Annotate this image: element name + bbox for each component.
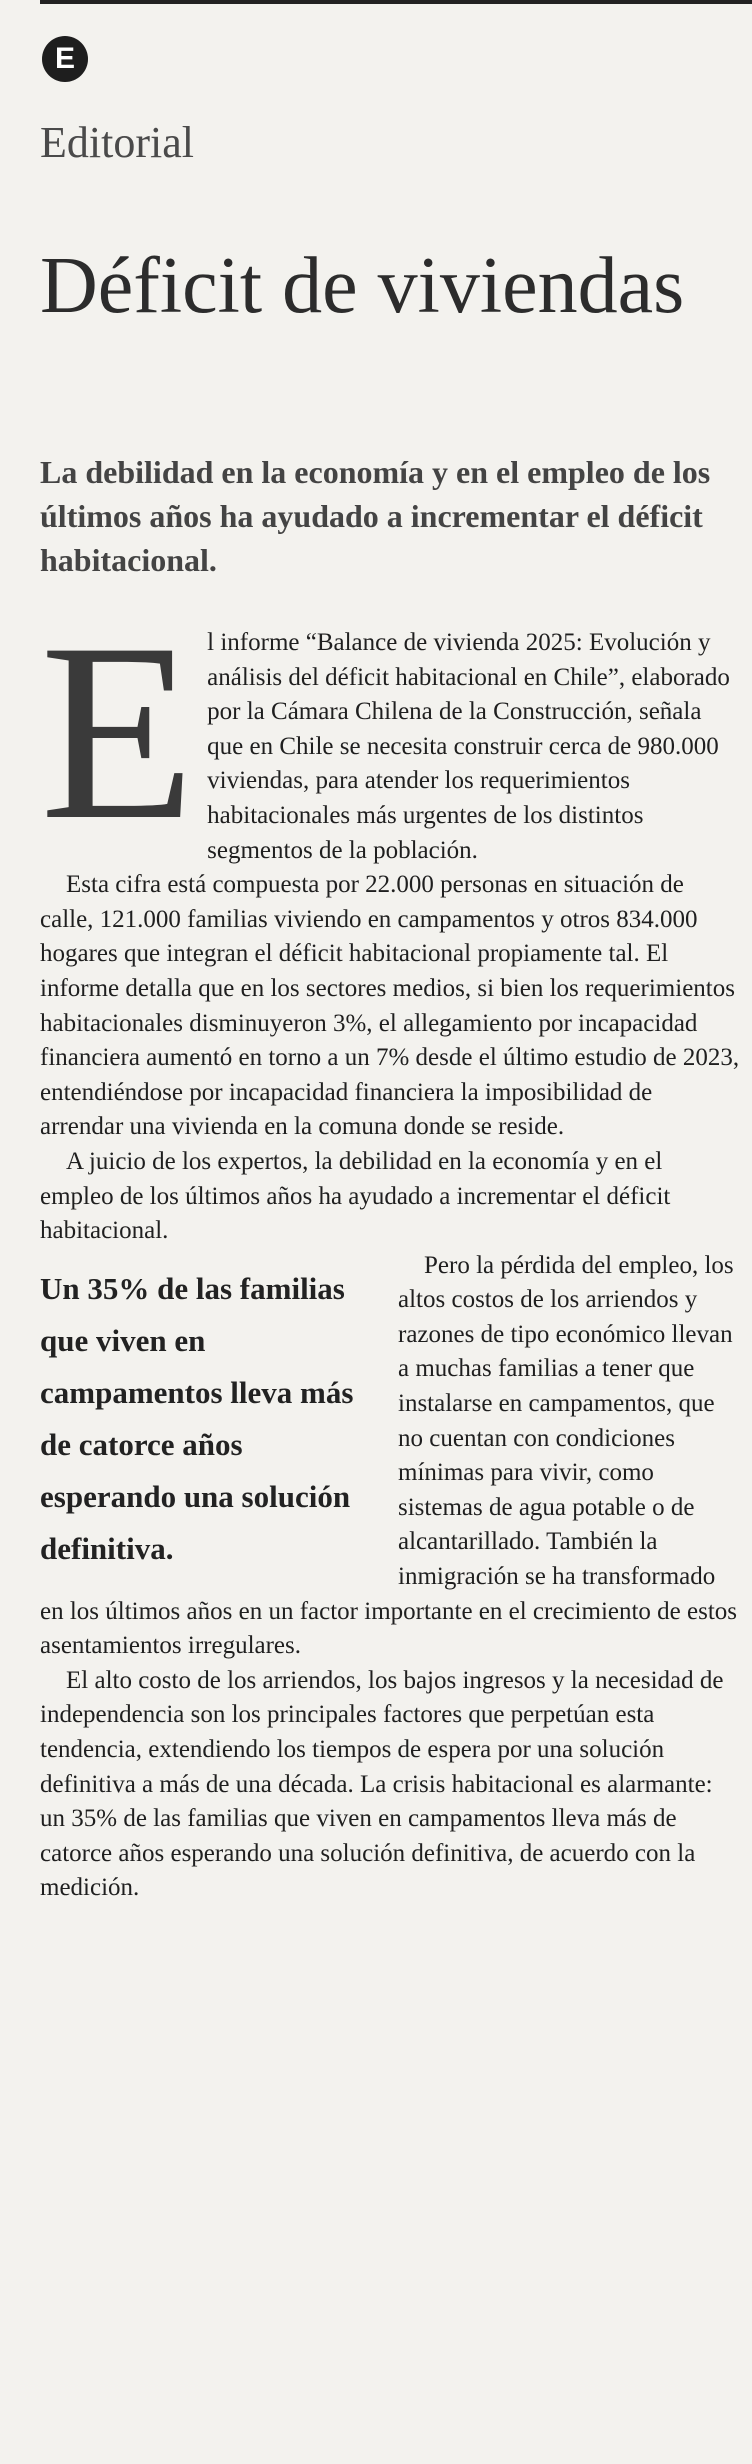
section-badge: E [42, 36, 88, 82]
paragraph-3 [40, 1145, 740, 1249]
headline: Déficit de viviendas [40, 242, 685, 330]
drop-cap: E [40, 591, 196, 872]
pull-quote: Un 35% de las familias que viven en campamentos lleva más de catorce años esperando una solución definitiva. [40, 1270, 354, 1566]
paragraph-5: El alto costo de los arriendos, los bajos ingresos y la necesidad de independencia son los principales factores que perpetúan esta tendencia, extendiendo los tiempos de espera por una solución definitiva a más de una década. La crisis habitacional es alarmante: un 35% de las familias que viven en campamentos lleva más de catorce años esperando una solución definitiva, de acuerdo con la medición. [40, 1666, 724, 1902]
top-rule [40, 0, 752, 4]
article-body [40, 591, 740, 1906]
section-label: Editorial [40, 118, 194, 167]
paragraph-4: Pero la pérdida del empleo, los altos costos de los arriendos y razones de tipo económico llevan a muchas familias a tener que instalarse en campamentos, que no cuentan con condiciones mínimas para vivir, como sistemas de agua potable o de alcantarillado. También la inmigración se ha transformado en los últimos años en un factor importante en el crecimiento de estos asentamientos irregulares. [40, 1251, 738, 1660]
paragraph-3-text: A juicio de los expertos, la debilidad en la economía y en el empleo de los últimos años ha ayudado a incrementar el déficit habitacional. [40, 1147, 671, 1245]
paragraph-2: Esta cifra está compuesta por 22.000 personas en situación de calle, 121.000 familias viviendo en campamentos y otros 834.000 hogares que integran el déficit habitacional propiamente tal. El informe detalla que en los sectores medios, si bien los requerimientos habitacionales disminuyeron 3%, el allegamiento por incapacidad financiera aumentó en torno a un 7% desde el último estudio de 2023, entendiéndose por incapacidad financiera la imposibilidad de arrendar una vivienda en la comuna donde se reside. [40, 871, 740, 1141]
paragraph-1: l informe “Balance de vivienda 2025: Evolución y análisis del déficit habitacional en Chile”, elaborado por la Cámara Chilena de la Construcción, señala que en Chile se necesita construir cerca de 980.000 viviendas, para atender los requerimientos habitacionales más urgentes de los distintos segmentos de la población. [207, 629, 730, 864]
deck: La debilidad en la economía y en el empleo de los últimos años ha ayudado a incrementar el déficit habitacional. [40, 454, 711, 578]
